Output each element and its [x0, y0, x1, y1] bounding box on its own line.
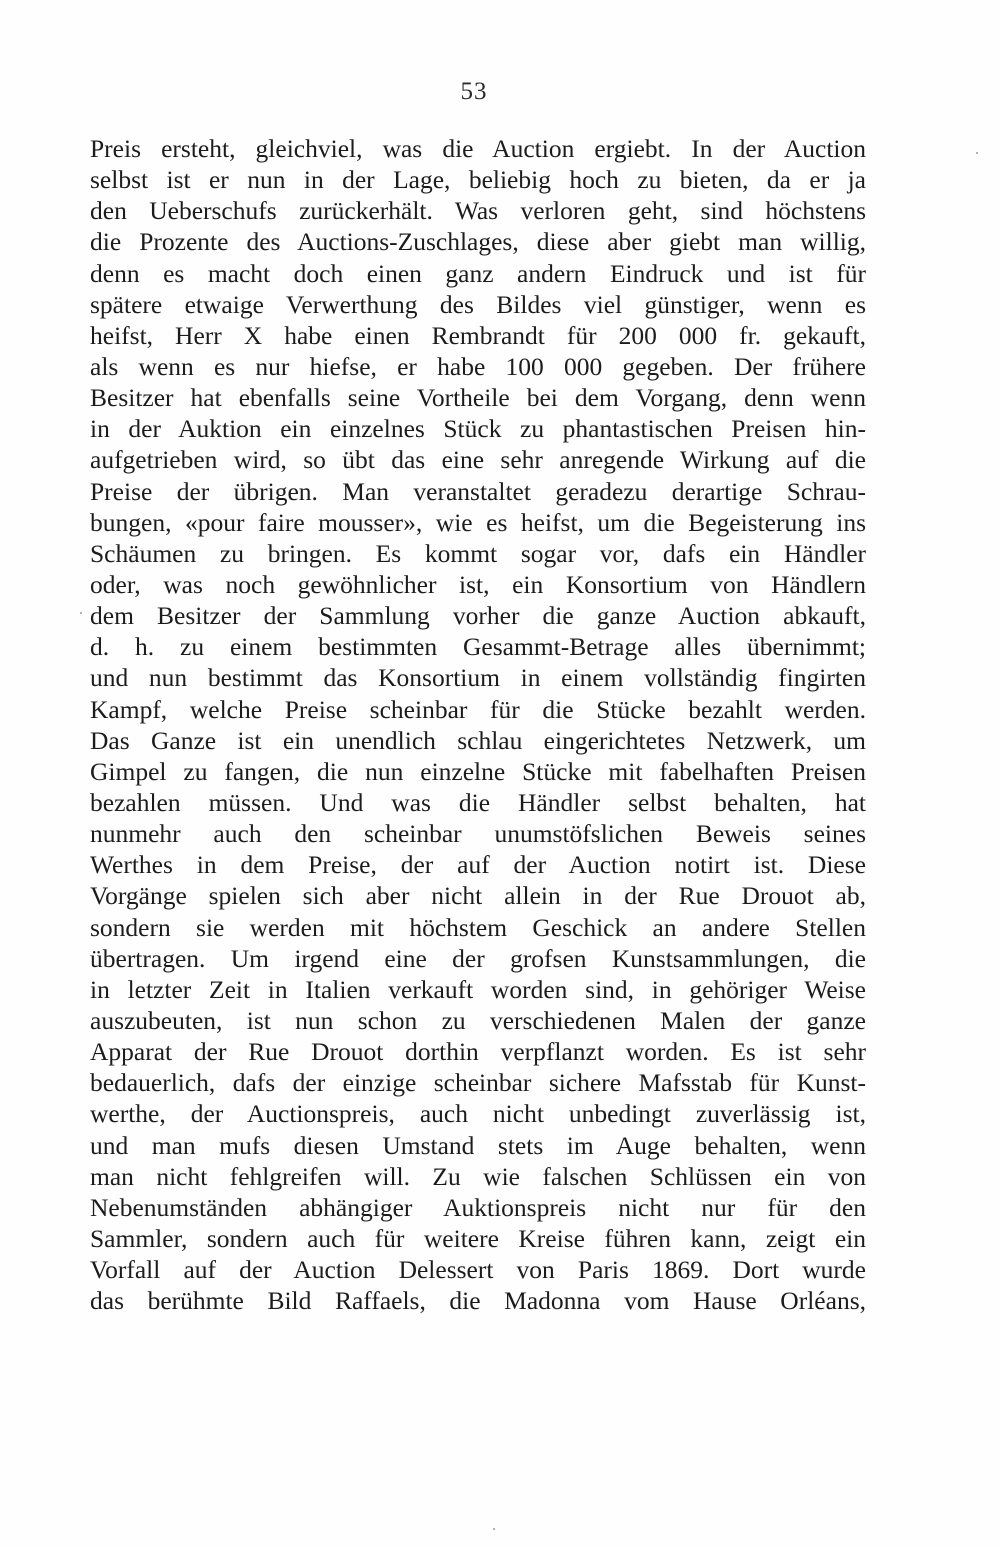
text-line: werthe, der Auctionspreis, auch nicht unbedingt zuverlässig ist, [90, 1099, 866, 1129]
text-line: als wenn es nur hiefse, er habe 100 000 gegeben. Der frühere [90, 351, 866, 381]
text-line: selbst ist er nun in der Lage, beliebig hoch zu bieten, da er ja [90, 165, 866, 195]
text-line: bezahlen müssen. Und was die Händler selbst behalten, hat [90, 787, 866, 817]
text-line: das berühmte Bild Raffaels, die Madonna vom Hause Orléans, [90, 1286, 866, 1316]
text-line: oder, was noch gewöhnlicher ist, ein Konsortium von Händlern [90, 569, 866, 599]
text-line: heifst, Herr X habe einen Rembrandt für 200 000 fr. gekauft, [90, 320, 866, 350]
page-number: 53 [460, 78, 488, 105]
text-line: man nicht fehlgreifen will. Zu wie falschen Schlüssen ein von [90, 1161, 866, 1191]
text-line: bedauerlich, dafs der einzige scheinbar sichere Mafsstab für Kunst- [90, 1068, 866, 1098]
text-line: Werthes in dem Preise, der auf der Auction notirt ist. Diese [90, 850, 866, 880]
print-speck [80, 612, 82, 614]
text-line: Kampf, welche Preise scheinbar für die Stücke bezahlt werden. [90, 694, 866, 724]
text-line: die Prozente des Auctions-Zuschlages, diese aber giebt man willig, [90, 227, 866, 257]
text-line: spätere etwaige Verwerthung des Bildes viel günstiger, wenn es [90, 289, 866, 319]
text-line: Sammler, sondern auch für weitere Kreise führen kann, zeigt ein [90, 1223, 866, 1253]
print-speck [493, 1528, 495, 1530]
text-line: Vorfall auf der Auction Delessert von Paris 1869. Dort wurde [90, 1255, 866, 1285]
text-line: sondern sie werden mit höchstem Geschick an andere Stellen [90, 912, 866, 942]
text-line: in der Auktion ein einzelnes Stück zu phantastischen Preisen hin- [90, 414, 866, 444]
text-line: Besitzer hat ebenfalls seine Vortheile bei dem Vorgang, denn wenn [90, 383, 866, 413]
text-line: und nun bestimmt das Konsortium in einem vollständig fingirten [90, 663, 866, 693]
text-line: d. h. zu einem bestimmten Gesammt-Betrage alles übernimmt; [90, 632, 866, 662]
text-line: auszubeuten, ist nun schon zu verschiedenen Malen der ganze [90, 1005, 866, 1035]
text-line: Apparat der Rue Drouot dorthin verpflanzt worden. Es ist sehr [90, 1037, 866, 1067]
text-line: in letzter Zeit in Italien verkauft worden sind, in gehöriger Weise [90, 974, 866, 1004]
text-line: aufgetrieben wird, so übt das eine sehr anregende Wirkung auf die [90, 445, 866, 475]
text-line: Nebenumständen abhängiger Auktionspreis nicht nur für den [90, 1192, 866, 1222]
text-line: Schäumen zu bringen. Es kommt sogar vor, dafs ein Händler [90, 538, 866, 568]
text-line: übertragen. Um irgend eine der grofsen Kunstsammlungen, die [90, 943, 866, 973]
print-speck [976, 152, 978, 154]
text-line: Preis ersteht, gleichviel, was die Auction ergiebt. In der Auction [90, 134, 866, 163]
text-line: dem Besitzer der Sammlung vorher die ganze Auction abkauft, [90, 601, 866, 631]
text-line: denn es macht doch einen ganz andern Eindruck und ist für [90, 258, 866, 288]
text-line: Gimpel zu fangen, die nun einzelne Stücke mit fabelhaften Preisen [90, 756, 866, 786]
text-line: und man mufs diesen Umstand stets im Auge behalten, wenn [90, 1130, 866, 1160]
text-line: Vorgänge spielen sich aber nicht allein in der Rue Drouot ab, [90, 881, 866, 911]
text-line: bungen, «pour faire mousser», wie es heifst, um die Begeisterung ins [90, 507, 866, 537]
text-line: nunmehr auch den scheinbar unumstöfslichen Beweis seines [90, 819, 866, 849]
text-line: den Ueberschufs zurückerhält. Was verloren geht, sind höchstens [90, 196, 866, 226]
text-line: Das Ganze ist ein unendlich schlau eingerichtetes Netzwerk, um [90, 725, 866, 755]
body-text [90, 133, 866, 1316]
text-line: Preise der übrigen. Man veranstaltet geradezu derartige Schrau- [90, 476, 866, 506]
